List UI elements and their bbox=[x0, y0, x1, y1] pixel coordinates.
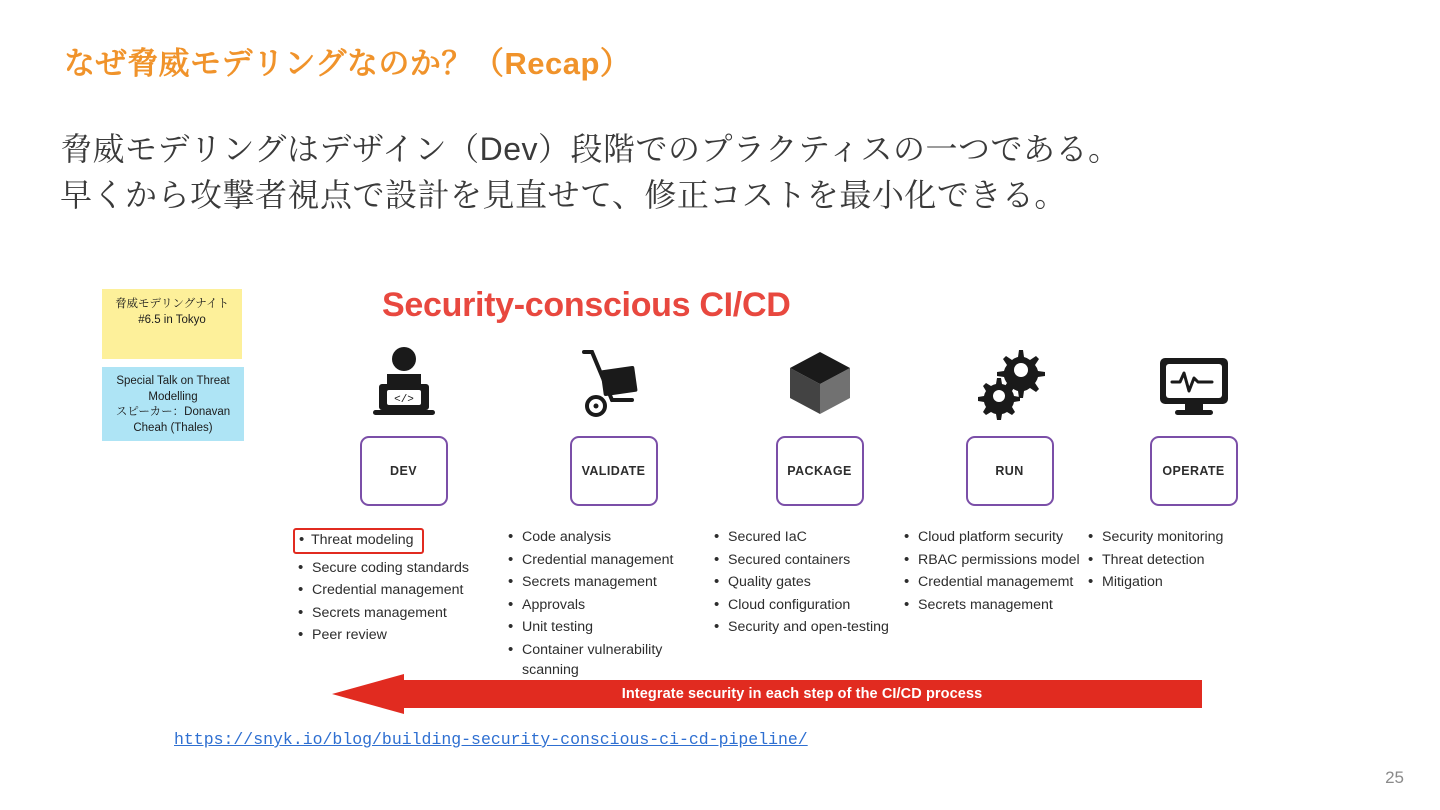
page-number: 25 bbox=[1385, 768, 1404, 787]
list-item: • Secure coding standards bbox=[296, 559, 511, 579]
list-item-highlighted: • Threat modeling bbox=[293, 528, 424, 554]
pipeline-column-operate bbox=[1086, 340, 1301, 607]
pipeline-column-package bbox=[712, 340, 927, 652]
ci-cd-figure bbox=[96, 270, 1326, 770]
list-item: • Code analysis bbox=[506, 528, 721, 548]
note-yellow-line-2: #6.5 in Tokyo bbox=[138, 313, 206, 326]
list-item: • Container vulnerability scanning bbox=[506, 641, 721, 680]
developer-icon bbox=[296, 340, 511, 420]
list-item: • Secured IaC bbox=[712, 528, 927, 548]
list-item: • Cloud platform security bbox=[902, 528, 1117, 548]
list-item: • Threat detection bbox=[1086, 551, 1301, 571]
hand-truck-icon bbox=[506, 340, 721, 420]
list-item: • RBAC permissions model bbox=[902, 551, 1117, 571]
list-item: • Credential management bbox=[296, 581, 511, 601]
sticky-note-event bbox=[102, 289, 242, 359]
list-item: • Secrets management bbox=[506, 573, 721, 593]
list-item: • Approvals bbox=[506, 596, 721, 616]
pipeline-column-run bbox=[902, 340, 1117, 630]
body-line-1: 脅威モデリングはデザイン（Dev）段階でのプラクティスの一つである。 bbox=[60, 131, 1121, 167]
bullet-list-operate bbox=[1086, 528, 1301, 593]
stage-box-wrap-package bbox=[712, 436, 927, 506]
note-yellow-line-1: 脅威モデリングナイト bbox=[115, 298, 229, 310]
list-item: • Security and open-testing bbox=[712, 618, 927, 638]
monitor-heartbeat-icon bbox=[1086, 340, 1301, 420]
integrate-security-banner bbox=[332, 680, 1202, 708]
list-item: • Secrets management bbox=[902, 596, 1117, 616]
body-line-2: 早くから攻撃者視点で設計を見直せて、修正コストを最小化できる。 bbox=[60, 177, 1067, 214]
bullet-list-validate bbox=[506, 528, 721, 680]
stage-box-package: PACKAGE bbox=[776, 436, 864, 506]
stage-box-wrap-dev bbox=[296, 436, 511, 506]
pipeline-column-dev bbox=[296, 340, 511, 660]
list-item: • Peer review bbox=[296, 626, 511, 646]
list-item: • Secured containers bbox=[712, 551, 927, 571]
list-item: • Secrets management bbox=[296, 604, 511, 624]
bullet-list-package bbox=[712, 528, 927, 638]
svg-text:</>: </> bbox=[393, 394, 414, 406]
banner-text: Integrate security in each step of the CI/CD process bbox=[621, 686, 983, 702]
stage-box-wrap-operate bbox=[1086, 436, 1301, 506]
left-arrow-icon bbox=[332, 674, 404, 714]
note-blue-line-1: Special Talk on Threat bbox=[116, 375, 230, 387]
package-box-icon bbox=[712, 340, 927, 420]
stage-box-dev: DEV bbox=[360, 436, 448, 506]
list-item: • Unit testing bbox=[506, 618, 721, 638]
bullet-list-dev bbox=[296, 528, 511, 646]
slide-body-text bbox=[60, 126, 1120, 219]
page-title: なぜ脅威モデリングなのか？（Recap） bbox=[64, 46, 632, 81]
figure-heading: Security-conscious CI/CD bbox=[382, 286, 791, 324]
gears-icon bbox=[902, 340, 1117, 420]
note-blue-line-3: スピーカー：Donavan bbox=[115, 406, 231, 419]
stage-box-operate: OPERATE bbox=[1150, 436, 1238, 506]
source-link[interactable]: https://snyk.io/blog/building-security-conscious-ci-cd-pipeline/ bbox=[174, 730, 808, 749]
list-item: • Security monitoring bbox=[1086, 528, 1301, 548]
note-blue-line-4: Cheah (Thales) bbox=[133, 421, 213, 434]
list-item: • Cloud configuration bbox=[712, 596, 927, 616]
sticky-note-talk bbox=[102, 367, 244, 441]
list-item: • Credential management bbox=[506, 551, 721, 571]
pipeline-column-validate bbox=[506, 340, 721, 694]
stage-box-wrap-validate bbox=[506, 436, 721, 506]
list-item: • Mitigation bbox=[1086, 573, 1301, 593]
list-item: • Quality gates bbox=[712, 573, 927, 593]
stage-box-run: RUN bbox=[966, 436, 1054, 506]
note-blue-line-2: Modelling bbox=[148, 390, 198, 403]
list-item: • Credential managememt bbox=[902, 573, 1117, 593]
bullet-list-run bbox=[902, 528, 1117, 615]
stage-box-wrap-run bbox=[902, 436, 1117, 506]
stage-box-validate: VALIDATE bbox=[570, 436, 658, 506]
